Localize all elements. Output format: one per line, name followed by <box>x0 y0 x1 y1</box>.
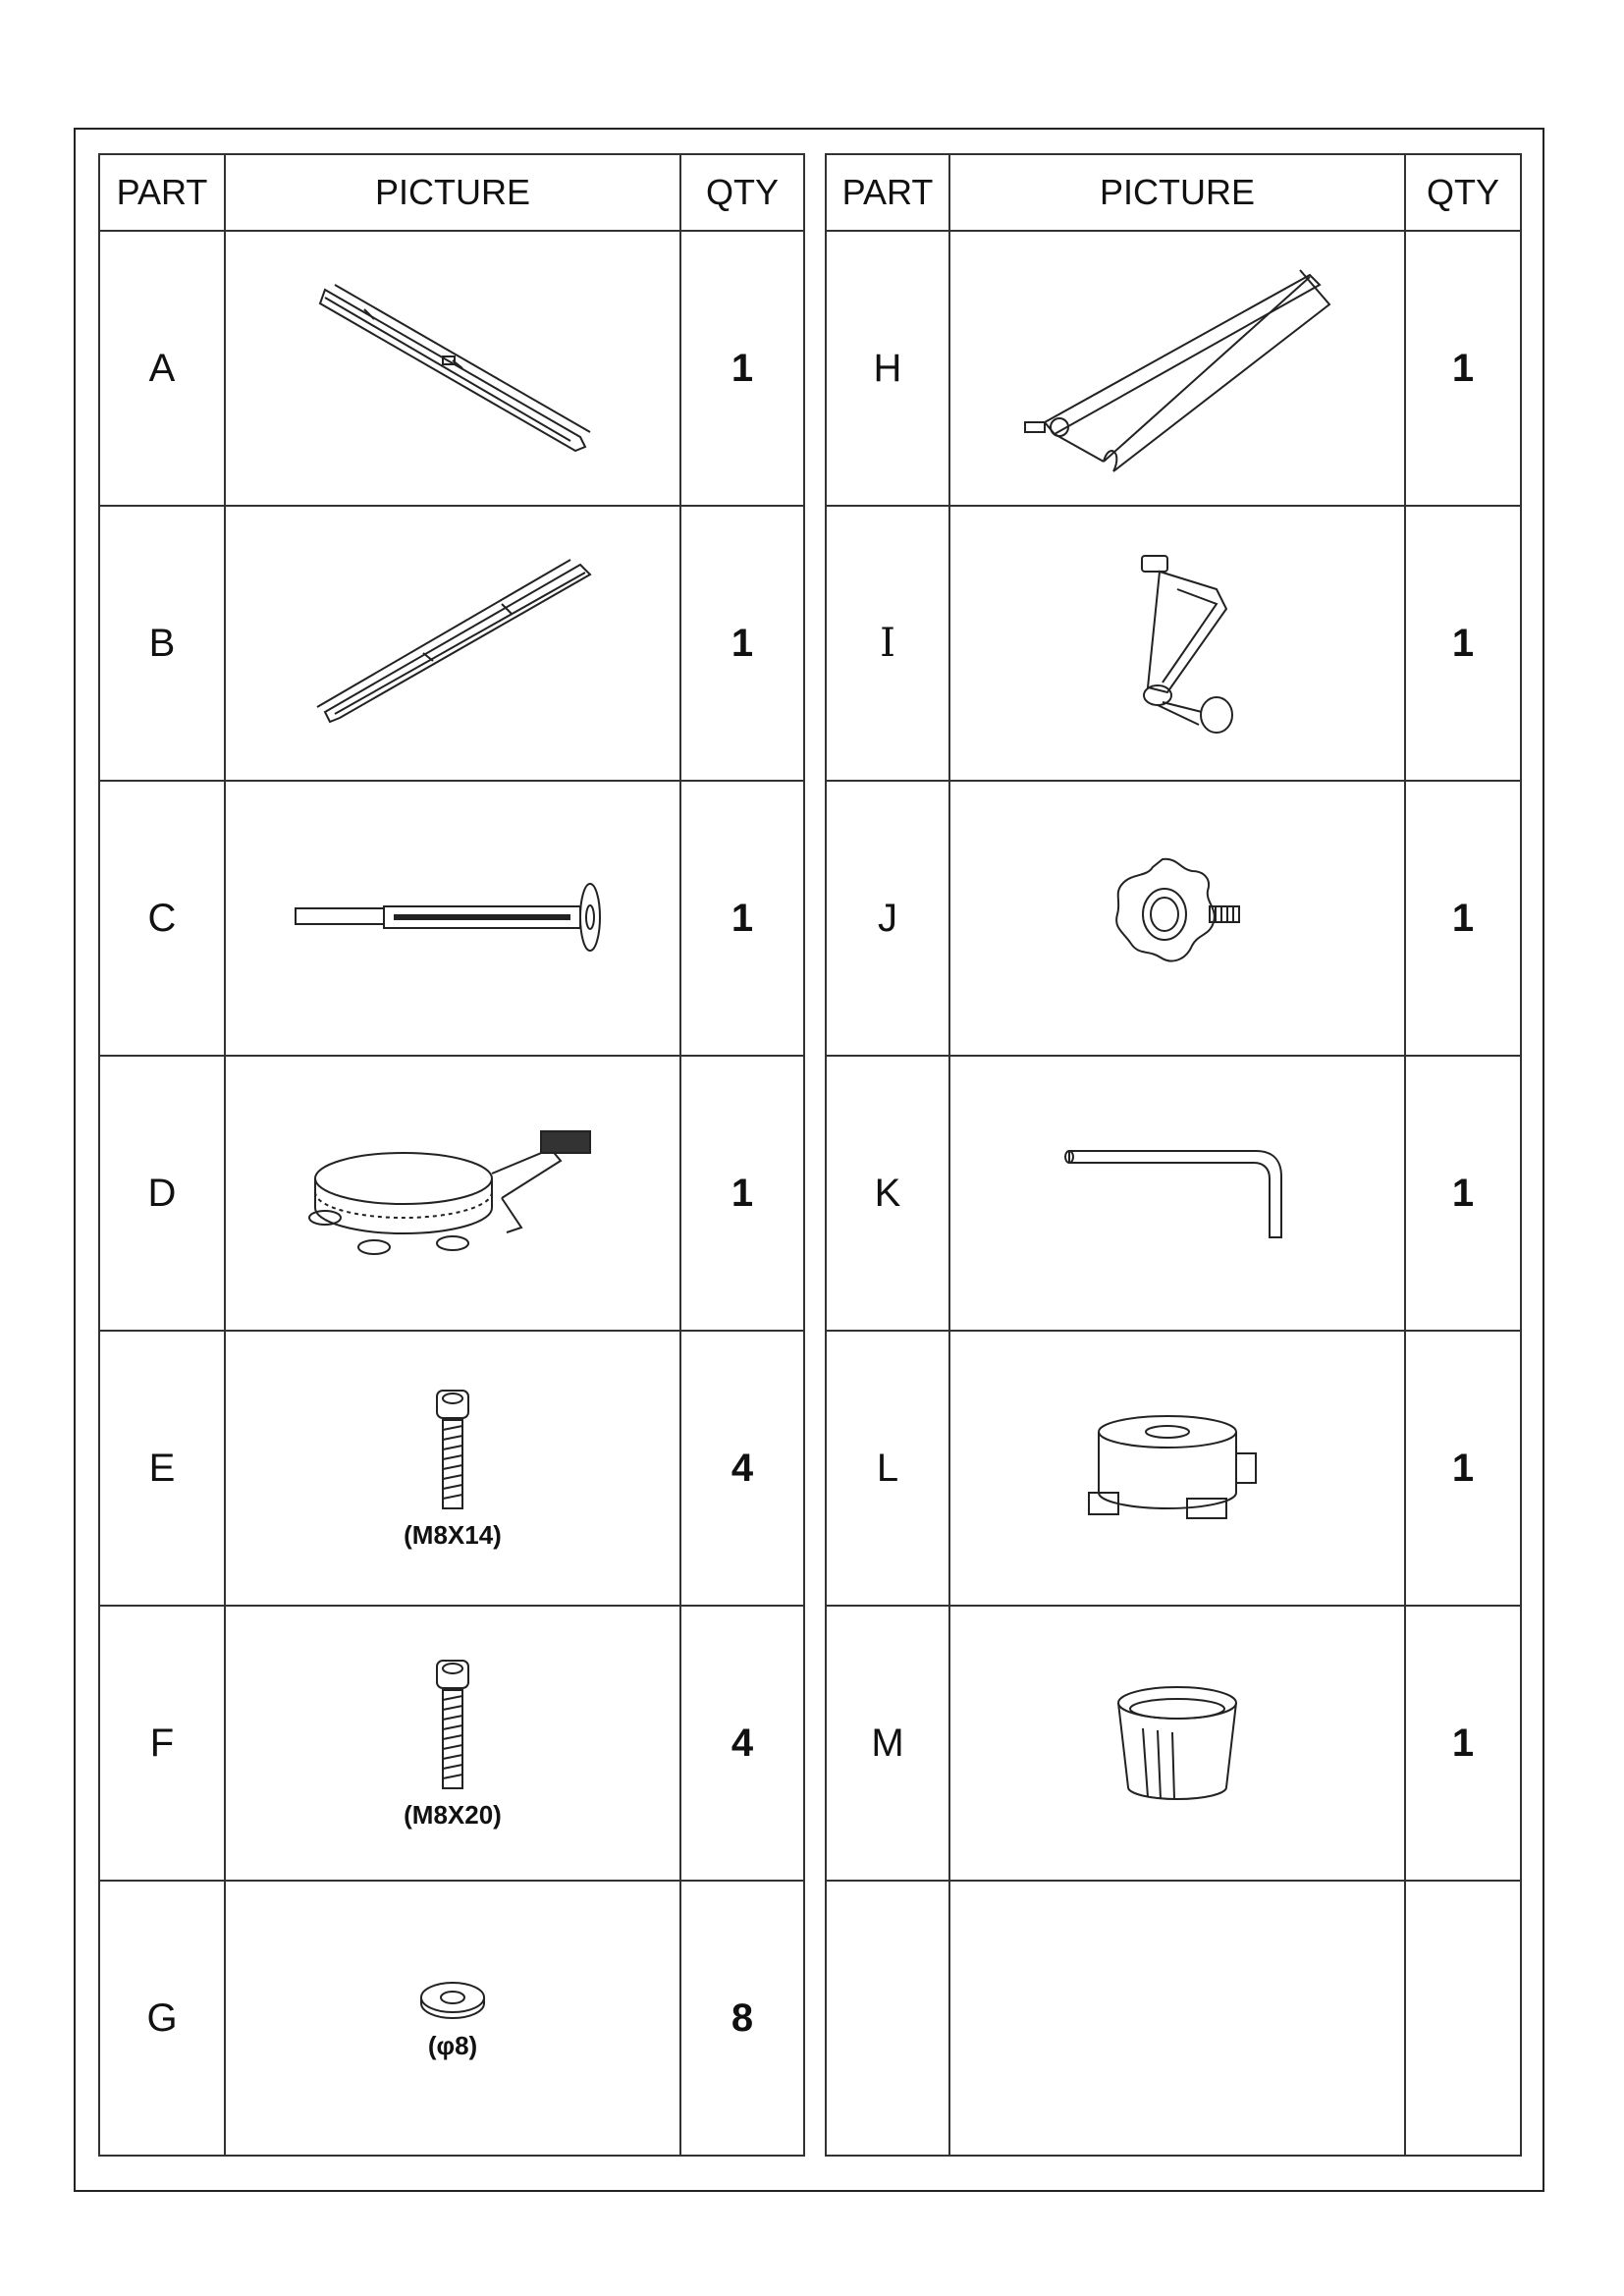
part-picture <box>225 1606 680 1881</box>
part-picture <box>949 1881 1405 2156</box>
table-row <box>826 1056 1521 1331</box>
washer-icon <box>413 1976 492 2025</box>
parts-table-left <box>98 153 805 2157</box>
part-picture <box>225 1331 680 1606</box>
part-picture <box>225 231 680 506</box>
table-header <box>99 154 804 231</box>
part-qty: 1 <box>680 506 804 781</box>
header-qty: QTY <box>1405 154 1521 231</box>
part-letter: F <box>99 1606 225 1881</box>
part-picture <box>225 1056 680 1331</box>
table-header <box>826 154 1521 231</box>
part-letter: C <box>99 781 225 1056</box>
part-qty: 1 <box>680 231 804 506</box>
header-qty: QTY <box>680 154 804 231</box>
part-picture <box>949 1331 1405 1606</box>
part-qty: 1 <box>1405 231 1521 506</box>
table-row <box>99 231 804 506</box>
header-part: PART <box>99 154 225 231</box>
part-qty: 1 <box>1405 781 1521 1056</box>
table-row <box>99 1606 804 1881</box>
part-qty: 1 <box>1405 506 1521 781</box>
part-picture <box>225 781 680 1056</box>
header-picture: PICTURE <box>949 154 1405 231</box>
table-row <box>99 781 804 1056</box>
allen-key-icon <box>1059 1139 1295 1247</box>
part-picture <box>949 781 1405 1056</box>
part-spec: (M8X20) <box>404 1799 502 1830</box>
part-letter: H <box>826 231 949 506</box>
part-qty: 4 <box>680 1331 804 1606</box>
star-knob-icon <box>1104 849 1251 987</box>
part-qty: 8 <box>680 1881 804 2156</box>
header-part: PART <box>826 154 949 231</box>
part-picture <box>949 231 1405 506</box>
part-qty: 4 <box>680 1606 804 1881</box>
bolt-icon <box>423 1387 482 1514</box>
table-row <box>99 1881 804 2156</box>
rail-icon <box>305 545 600 741</box>
table-row <box>826 1606 1521 1881</box>
table-row <box>826 506 1521 781</box>
parts-table-right <box>825 153 1522 2157</box>
table-row <box>826 1881 1521 2156</box>
part-spec: (M8X14) <box>404 1519 502 1550</box>
table-row <box>99 1331 804 1606</box>
rail-icon <box>305 270 600 466</box>
awning-frame-icon <box>1015 255 1339 481</box>
support-post-icon <box>286 869 620 967</box>
header-picture: PICTURE <box>225 154 680 231</box>
bolt-icon <box>423 1657 482 1794</box>
part-letter: B <box>99 506 225 781</box>
collar-icon <box>1104 1679 1251 1807</box>
part-letter <box>826 1881 949 2156</box>
table-row <box>826 781 1521 1056</box>
part-letter: M <box>826 1606 949 1881</box>
part-qty: 1 <box>1405 1056 1521 1331</box>
part-qty: 1 <box>1405 1331 1521 1606</box>
hub-icon <box>1079 1404 1275 1532</box>
part-picture <box>225 506 680 781</box>
rotating-base-icon <box>296 1120 610 1267</box>
part-picture <box>949 1606 1405 1881</box>
part-qty: 1 <box>680 781 804 1056</box>
part-letter: G <box>99 1881 225 2156</box>
part-qty <box>1405 1881 1521 2156</box>
part-letter: J <box>826 781 949 1056</box>
part-picture <box>949 1056 1405 1331</box>
part-spec: (φ8) <box>427 2030 478 2060</box>
part-picture <box>225 1881 680 2156</box>
table-row <box>99 506 804 781</box>
part-letter: L <box>826 1331 949 1606</box>
part-letter: I <box>826 506 949 781</box>
crank-handle-icon <box>1109 550 1246 737</box>
part-picture <box>949 506 1405 781</box>
table-row <box>99 1056 804 1331</box>
table-row <box>826 1331 1521 1606</box>
part-letter: E <box>99 1331 225 1606</box>
table-row <box>826 231 1521 506</box>
part-qty: 1 <box>1405 1606 1521 1881</box>
part-letter: D <box>99 1056 225 1331</box>
part-qty: 1 <box>680 1056 804 1331</box>
part-letter: A <box>99 231 225 506</box>
part-letter: K <box>826 1056 949 1331</box>
